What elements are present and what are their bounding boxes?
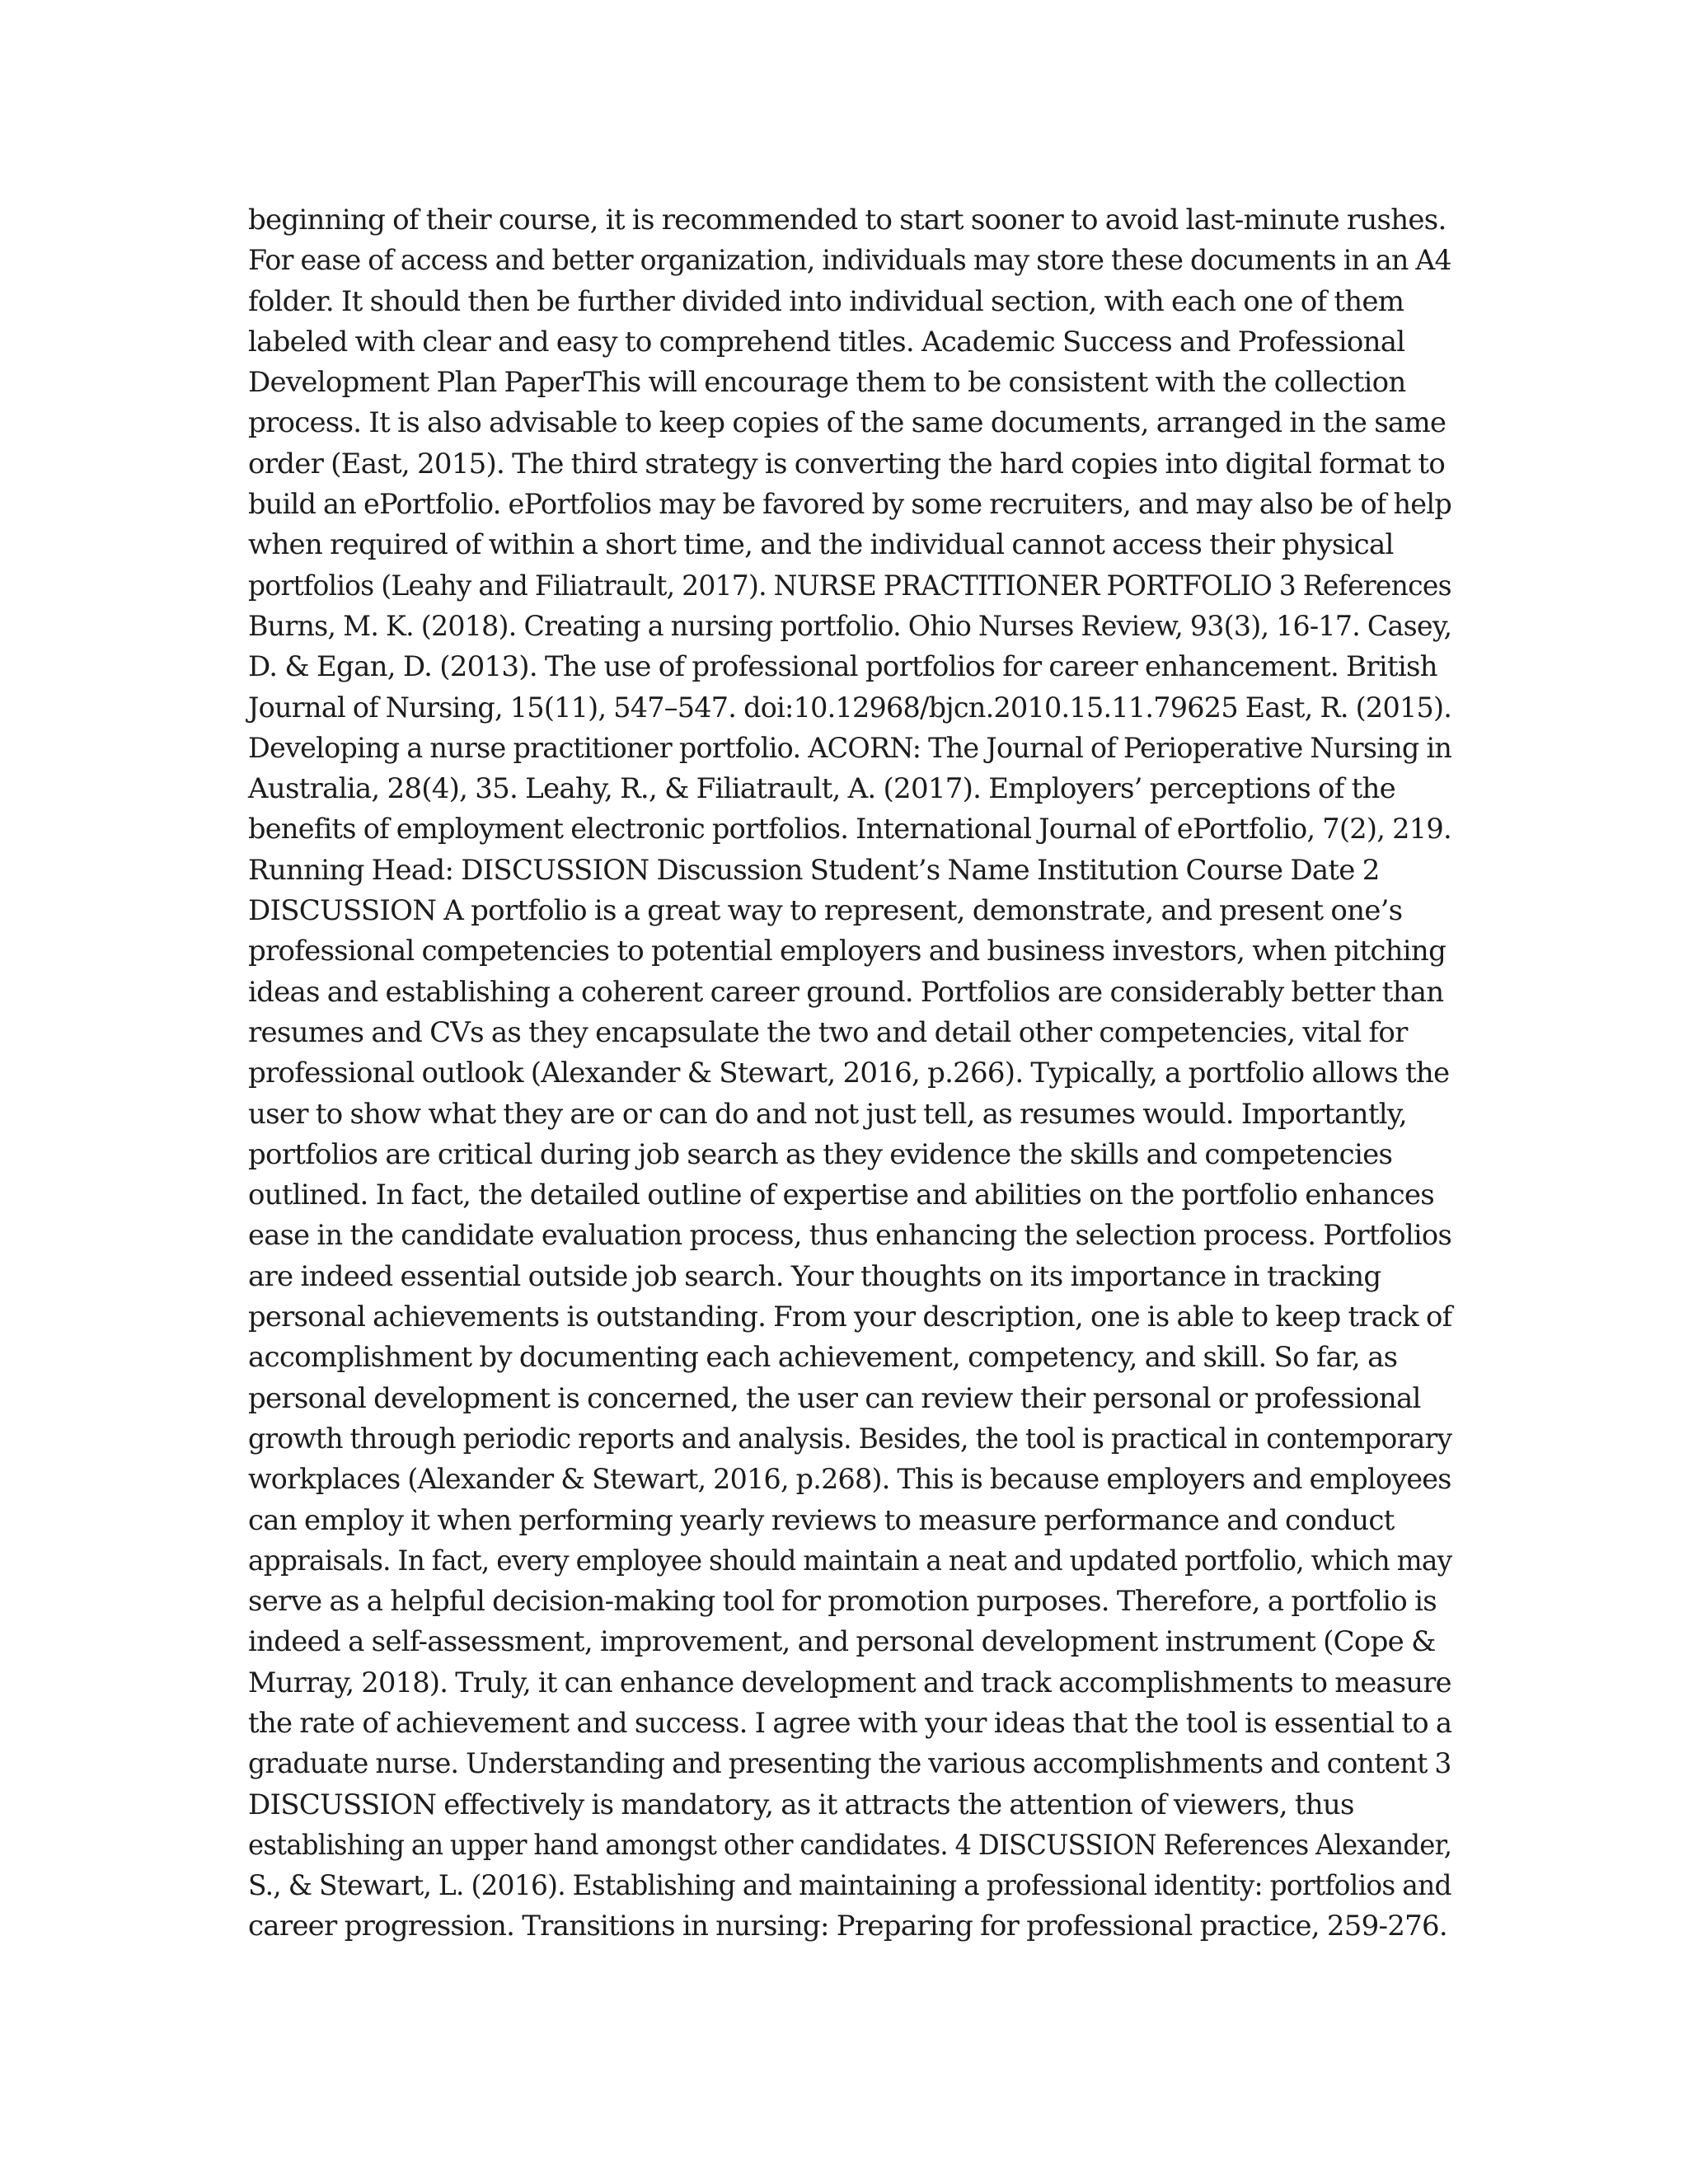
reference-line: S., & Stewart, L. (2016). Establishing and maintaining a professional identity: portfolios and	[248, 1869, 1451, 1903]
text-line: indeed a self-assessment, improvement, and personal development instrument (Cope &	[248, 1625, 1436, 1659]
text-line: Murray, 2018). Truly, it can enhance development and track accomplishments to measure	[248, 1666, 1451, 1699]
text-line: For ease of access and better organization, individuals may store these documents in an A4	[248, 244, 1451, 278]
reference-line: benefits of employment electronic portfolios. International Journal of ePortfolio, 7(2), 219.	[248, 813, 1451, 846]
reference-line: D. & Egan, D. (2013). The use of professional portfolios for career enhancement. British	[248, 650, 1437, 684]
text-line: ideas and establishing a coherent career ground. Portfolios are considerably better than	[248, 975, 1444, 1009]
text-line: accomplishment by documenting each achievement, competency, and skill. So far, as	[248, 1341, 1398, 1375]
text-line: personal achievements is outstanding. From your description, one is able to keep track of	[248, 1301, 1452, 1334]
text-line: process. It is also advisable to keep copies of the same documents, arranged in the same	[248, 406, 1447, 440]
reference-line: career progression. Transitions in nursing: Preparing for professional practice, 259-276.	[248, 1910, 1447, 1943]
text-line: DISCUSSION effectively is mandatory, as it attracts the attention of viewers, thus	[248, 1788, 1354, 1821]
text-line: order (East, 2015). The third strategy is converting the hard copies into digital format to	[248, 447, 1446, 480]
body-text	[248, 200, 1451, 1947]
reference-line: Journal of Nursing, 15(11), 547–547. doi:10.12968/bjcn.2010.15.11.79625 East, R. (2015).	[248, 691, 1452, 724]
text-line: workplaces (Alexander & Stewart, 2016, p.268). This is because employers and employees	[248, 1463, 1451, 1497]
text-line: Running Head: DISCUSSION Discussion Student’s Name Institution Course Date 2	[248, 853, 1380, 887]
text-line: ease in the candidate evaluation process, thus enhancing the selection process. Portfolios	[248, 1219, 1452, 1253]
text-line: portfolios (Leahy and Filiatrault, 2017). NURSE PRACTITIONER PORTFOLIO 3 References	[248, 569, 1451, 602]
text-line: outlined. In fact, the detailed outline of expertise and abilities on the portfolio enhances	[248, 1179, 1434, 1212]
text-line: folder. It should then be further divided into individual section, with each one of them	[248, 284, 1404, 318]
text-line: beginning of their course, it is recommended to start sooner to avoid last-minute rushes.	[248, 204, 1447, 237]
text-line: portfolios are critical during job search as they evidence the skills and competencies	[248, 1137, 1393, 1171]
text-line: resumes and CVs as they encapsulate the two and detail other competencies, vital for	[248, 1015, 1408, 1049]
text-line: professional outlook (Alexander & Stewart, 2016, p.266). Typically, a portfolio allows the	[248, 1057, 1450, 1090]
text-line: DISCUSSION A portfolio is a great way to represent, demonstrate, and present one’s	[248, 894, 1403, 928]
text-line: professional competencies to potential employers and business investors, when pitching	[248, 935, 1447, 968]
text-line: can employ it when performing yearly reviews to measure performance and conduct	[248, 1503, 1395, 1537]
reference-line: Developing a nurse practitioner portfolio. ACORN: The Journal of Perioperative Nursing in	[248, 731, 1452, 765]
text-line: are indeed essential outside job search. Your thoughts on its importance in tracking	[248, 1259, 1381, 1293]
text-line: labeled with clear and easy to comprehend titles. Academic Success and Professional	[248, 325, 1405, 359]
text-line: serve as a helpful decision-making tool for promotion purposes. Therefore, a portfolio is	[248, 1585, 1437, 1619]
reference-line: Australia, 28(4), 35. Leahy, R., & Filiatrault, A. (2017). Employers’ perceptions of the	[248, 772, 1396, 806]
text-line: personal development is concerned, the user can review their personal or professional	[248, 1381, 1421, 1415]
text-line: graduate nurse. Understanding and presenting the various accomplishments and content 3	[248, 1747, 1451, 1781]
text-line: build an ePortfolio. ePortfolios may be favored by some recruiters, and may also be of help	[248, 488, 1452, 522]
text-line: Development Plan PaperThis will encourage them to be consistent with the collection	[248, 366, 1406, 400]
text-line: growth through periodic reports and analysis. Besides, the tool is practical in contemporary	[248, 1422, 1452, 1455]
text-line: when required of within a short time, and the individual cannot access their physical	[248, 528, 1394, 562]
text-line: the rate of achievement and success. I agree with your ideas that the tool is essential to a	[248, 1706, 1452, 1740]
reference-line: Burns, M. K. (2018). Creating a nursing portfolio. Ohio Nurses Review, 93(3), 16-17. Casey,	[248, 609, 1452, 643]
text-line: appraisals. In fact, every employee should maintain a neat and updated portfolio, which may	[248, 1544, 1452, 1577]
text-line: user to show what they are or can do and not just tell, as resumes would. Importantly,	[248, 1097, 1407, 1131]
text-line: establishing an upper hand amongst other candidates. 4 DISCUSSION References Alexander,	[248, 1828, 1452, 1862]
